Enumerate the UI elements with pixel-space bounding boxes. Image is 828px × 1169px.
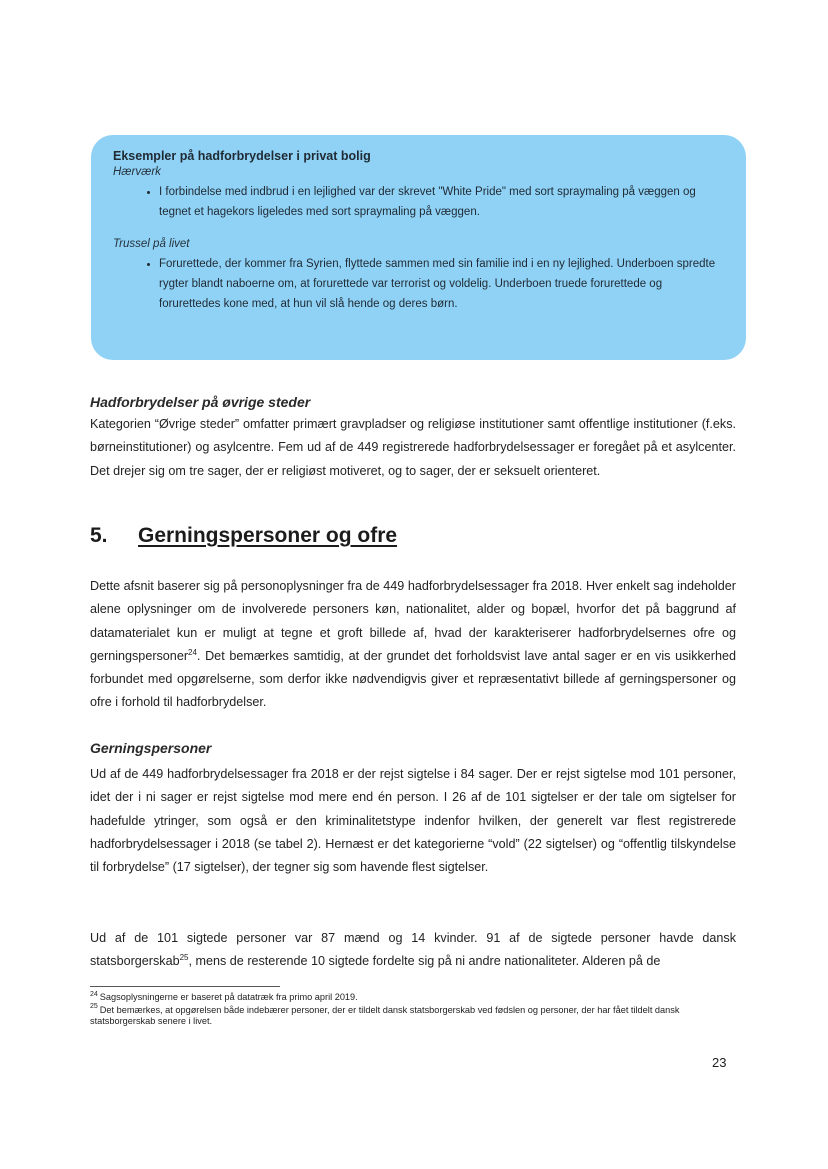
text-run: , mens de resterende 10 sigtede fordelte sig på ni andre nationaliteter. Alderen på de — [188, 954, 661, 969]
footnote-number: 25 — [90, 1003, 98, 1011]
example-subheading-vandalism: Hærværk — [113, 166, 161, 178]
footnote-text: Sagsoplysningerne er baseret på datatræk fra primo april 2019. — [99, 992, 358, 1002]
example-list-vandalism — [113, 182, 722, 222]
paragraph-offenders: Ud af de 449 hadforbrydelsessager fra 2018 er der rejst sigtelse i 84 sager. Der er rejst sigtelse mod 101 personer, idet der i ni sager er rejst sigtelse mod mere end én person. I 26 af de 101 sigtelser er der tale om sigtelser for hadefulde ytringer, som også er den kriminalitetstype indenfor hvilken, der generelt var flest registrerede hadforbrydelsessager i 2018 (se tabel 2). Hernæst er det kategorierne “vold” (22 sigtelser) og “offentlig tilskyndelse til forbrydelse” (17 sigtelser), der tegner sig som havende flest sigtelser. — [90, 767, 736, 875]
paragraph-other-places: Kategorien “Øvrige steder” omfatter primært gravpladser og religiøse institutioner samt offentlige institutioner (f.eks. børneinstitutioner) og asylcentre. Fem ud af de 449 registrerede hadforbrydelsessager er foregået på et asylcenter. Det drejer sig om tre sager, der er religiøst motiveret, og to sager, der er seksuelt orienteret. — [90, 417, 736, 478]
example-subheading-threat: Trussel på livet — [113, 238, 190, 250]
paragraph-intro — [90, 575, 736, 715]
section-heading-other-places: Hadforbrydelser på øvrige steder — [90, 394, 311, 410]
chapter-heading — [90, 524, 397, 548]
text-run: . Det bemærkes samtidig, at der grundet det forholdsvist lave antal sager er en vis usikkerhed forbundet med opgørelserne, som derfor ikke nødvendigvis giver et repræsentativt billede af gerningspersoner og ofre i forhold til hadforbrydelser. — [90, 648, 736, 710]
footnote-ref-24[interactable]: 24 — [188, 647, 197, 657]
text-run: Dette afsnit baserer sig på personoplysninger fra de 449 hadforbrydelsessager fra 2018. Hver enkelt sag indeholder alene oplysninger om de involverede personers køn, nationalitet, alder og bopæl, hvorfor det på baggrund af datamaterialet kun er muligt at tegne et groft billede af, hvad der karakteriserer hadforbrydelsernes ofre og gerningspersoner — [90, 579, 736, 663]
page-number: 23 — [712, 1055, 727, 1070]
paragraph-charged-persons — [90, 927, 736, 974]
footnote-24 — [90, 992, 730, 1004]
text-run: Ud af de 101 sigtede personer var 87 mænd og 14 kvinder. 91 af de sigtede personer havde dansk statsborgerskab — [90, 931, 736, 969]
example-box-title: Eksempler på hadforbrydelser i privat bolig — [113, 149, 371, 163]
footnote-number: 24 — [90, 990, 98, 998]
section-heading-offenders: Gerningspersoner — [90, 740, 212, 756]
footnote-ref-25[interactable]: 25 — [179, 953, 189, 963]
list-item: • Forurettede, der kommer fra Syrien, flyttede sammen med sin familie ind i en ny lejlighed. Underboen spredte rygter blandt naboerne om, at forurettede var terrorist og voldelig. Underboen truede forurettede og forurettedes kone med, at hun vil slå hende og deres børn. — [159, 254, 722, 314]
chapter-number: 5. — [90, 524, 108, 547]
footnote-text: Det bemærkes, at opgørelsen både indebærer personer, der er tildelt dansk statsborgerskab ved fødslen og personer, der har fået tildelt dansk statsborgerskab senere i livet. — [90, 1004, 680, 1026]
footnote-divider — [90, 986, 280, 987]
example-list-threat — [113, 254, 722, 314]
chapter-title: Gerningspersoner og ofre — [138, 524, 398, 547]
footnote-25 — [90, 1005, 730, 1028]
list-item: • I forbindelse med indbrud i en lejlighed var der skrevet "White Pride" med sort spraymaling på væggen og tegnet et hagekors ligeledes med sort spraymaling på væggen. — [159, 182, 722, 222]
footnotes — [90, 992, 730, 1029]
example-box — [91, 135, 746, 360]
